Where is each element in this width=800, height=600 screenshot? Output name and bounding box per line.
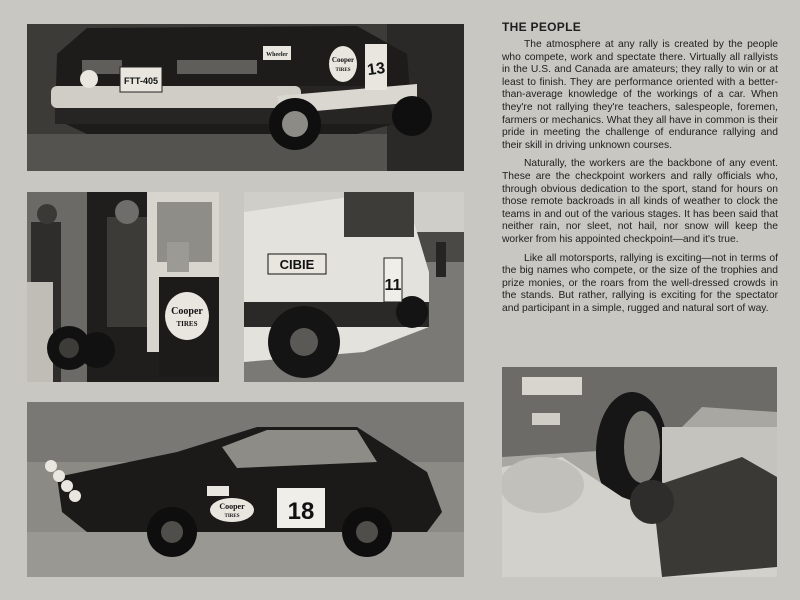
article-heading: THE PEOPLE	[502, 20, 582, 34]
photo-crew-at-door	[27, 192, 219, 382]
race-number: 11	[384, 277, 402, 294]
race-number: 18	[287, 498, 315, 525]
license-plate-text: FTT-405	[123, 76, 159, 86]
article	[502, 20, 778, 321]
cibie-text: CIBIE	[279, 257, 315, 272]
article-paragraph-1: The atmosphere at any rally is created by the people who compete, work and spectate there. Virtually all rallyists in the U.S. and Canada are amateurs; they rally to win or at least to finish. They are performance oriented with a better-than-average knowledge of the workings of a car. When they're not rallying they're teachers, salespeople, foremen, farmers or mechanics. What they all have in common is their pride in meeting the challenge of endurance rallying and their skill in driving unknown courses.	[502, 39, 778, 151]
sponsor-line2: TIRES	[176, 320, 198, 328]
race-number: 13	[366, 59, 387, 80]
photo-sports-car-motion	[27, 402, 464, 577]
cooper-tires-logo	[329, 46, 357, 82]
sponsor-line1: Cooper	[171, 306, 203, 317]
sponsor-line2: TIRES	[335, 68, 351, 73]
wheeler-sticker-text: Wheeler	[266, 52, 288, 58]
article-paragraph-2: Naturally, the workers are the backbone of any event. These are the checkpoint workers and rally officials who, through obvious dedication to the sport, stand for hours on those remote backroads in all kinds of weather to clock the teams in and out of the various stages. It has been said that neither rain, nor sleet, not hail, nor snow will keep the worker from his appointed checkpoint—and it's true.	[502, 158, 778, 245]
photo-rally-car-front	[244, 192, 464, 382]
sponsor-line1: Cooper	[331, 56, 355, 64]
photo-rally-car-rear	[27, 24, 464, 171]
article-paragraph-3: Like all motorsports, rallying is exciting—not in terms of the big names who compete, or the size of the trophies and prize monies, or the roars from the well-dressed crowds in the stands. But rather, rallying is exciting for the spectator and participant in a simple, rugged and natural sort of way.	[502, 252, 778, 314]
sponsor-line1: Cooper	[219, 502, 245, 511]
photo-mechanic-under-car	[502, 367, 777, 577]
sponsor-line2: TIRES	[224, 514, 240, 519]
